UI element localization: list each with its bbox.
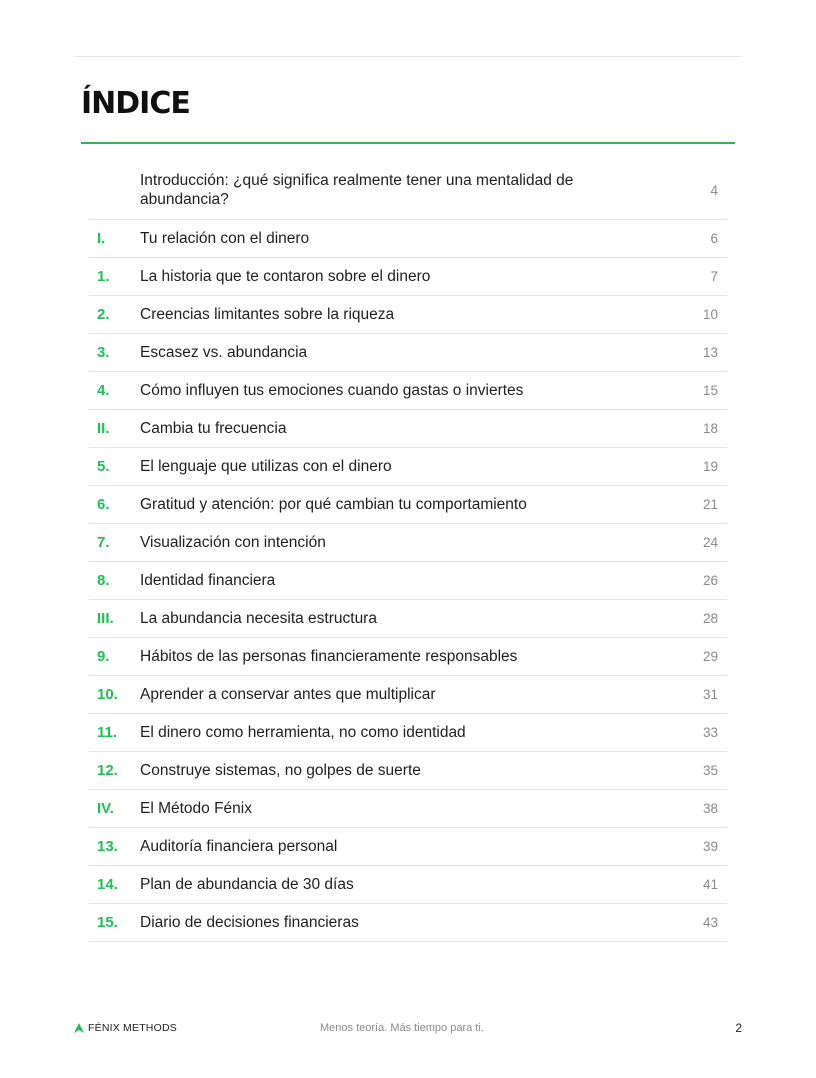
footer-brand-label: FÉNIX METHODS <box>88 1022 177 1034</box>
toc-page-number: 15 <box>702 383 718 398</box>
toc-row[interactable] <box>89 372 727 410</box>
toc-title: Aprender a conservar antes que multiplicar <box>140 686 436 703</box>
toc-row[interactable] <box>89 448 727 486</box>
toc-page-number: 6 <box>710 231 718 246</box>
toc-page-number: 39 <box>702 839 718 854</box>
toc-page-number: 7 <box>710 269 718 284</box>
toc-title: Visualización con intención <box>140 534 326 551</box>
toc-row[interactable] <box>89 334 727 372</box>
top-divider <box>74 56 742 57</box>
toc-row[interactable] <box>89 638 727 676</box>
toc-row[interactable] <box>89 676 727 714</box>
toc-page-number: 28 <box>702 611 718 626</box>
toc-page-number: 18 <box>702 421 718 436</box>
toc-title: Cómo influyen tus emociones cuando gastas o inviertes <box>140 382 524 399</box>
toc-title: Creencias limitantes sobre la riqueza <box>140 306 395 323</box>
toc-page-number: 10 <box>702 307 718 322</box>
toc-number: 1. <box>97 268 110 285</box>
toc-row[interactable] <box>89 828 727 866</box>
toc-row[interactable] <box>89 790 727 828</box>
title-underline <box>81 142 735 144</box>
toc-number: 6. <box>97 496 110 513</box>
toc-title: Gratitud y atención: por qué cambian tu comportamiento <box>140 496 527 513</box>
toc-number: 15. <box>97 914 118 931</box>
toc-number: II. <box>97 420 110 437</box>
toc-page-number: 31 <box>702 687 718 702</box>
toc-page-number: 41 <box>702 877 718 892</box>
toc-row[interactable] <box>89 714 727 752</box>
toc-title: El lenguaje que utilizas con el dinero <box>140 458 392 475</box>
toc-number: III. <box>97 610 114 627</box>
toc-row[interactable] <box>89 220 727 258</box>
toc-number: 3. <box>97 344 110 361</box>
toc-page-number: 13 <box>702 345 718 360</box>
toc-title: La historia que te contaron sobre el dinero <box>140 268 431 285</box>
toc-row[interactable] <box>89 600 727 638</box>
toc-row[interactable] <box>89 562 727 600</box>
toc-row[interactable] <box>89 410 727 448</box>
toc-number: 13. <box>97 838 118 855</box>
toc-title: El Método Fénix <box>140 800 252 817</box>
toc-number: 2. <box>97 306 110 323</box>
toc-page-number: 43 <box>702 915 718 930</box>
toc-number: 12. <box>97 762 118 779</box>
toc-title: Introducción: ¿qué significa realmente tener una mentalidad de abundancia? <box>140 172 574 208</box>
footer-tagline: Menos teoría. Más tiempo para ti. <box>320 1022 484 1034</box>
toc-row[interactable] <box>89 524 727 562</box>
toc-title: La abundancia necesita estructura <box>140 610 377 627</box>
toc-row[interactable] <box>89 296 727 334</box>
toc-title: Plan de abundancia de 30 días <box>140 876 354 893</box>
toc-page-number: 29 <box>702 649 718 664</box>
toc-row[interactable] <box>89 258 727 296</box>
toc-page-number: 33 <box>702 725 718 740</box>
toc-title: Identidad financiera <box>140 572 276 589</box>
fenix-logo-icon <box>74 1023 84 1033</box>
toc-page-number: 38 <box>702 801 718 816</box>
toc-title: Construye sistemas, no golpes de suerte <box>140 762 421 779</box>
toc-title: El dinero como herramienta, no como identidad <box>140 724 466 741</box>
toc-page-number: 19 <box>702 459 718 474</box>
toc-title: Tu relación con el dinero <box>140 230 310 247</box>
toc-row[interactable] <box>89 904 727 942</box>
toc-title: Hábitos de las personas financieramente responsables <box>140 648 518 665</box>
toc-number: 5. <box>97 458 110 475</box>
toc-number: 9. <box>97 648 110 665</box>
footer-brand <box>74 1022 177 1034</box>
toc-number: 8. <box>97 572 110 589</box>
toc-page-number: 21 <box>702 497 718 512</box>
toc-number: 14. <box>97 876 118 893</box>
toc-title: Auditoría financiera personal <box>140 838 338 855</box>
page-title: ÍNDICE <box>81 86 190 121</box>
toc-number: 7. <box>97 534 110 551</box>
toc-row[interactable] <box>89 752 727 790</box>
toc-number: 10. <box>97 686 118 703</box>
toc-number: 4. <box>97 382 110 399</box>
toc-number: IV. <box>97 800 114 817</box>
footer-page-number: 2 <box>735 1021 742 1035</box>
toc-number: I. <box>97 230 106 247</box>
toc-page-number: 4 <box>710 182 718 198</box>
toc-title: Cambia tu frecuencia <box>140 420 287 437</box>
toc-page-number: 26 <box>702 573 718 588</box>
toc-row[interactable] <box>89 486 727 524</box>
toc-row[interactable] <box>89 161 727 220</box>
toc-title: Escasez vs. abundancia <box>140 344 308 361</box>
toc-title: Diario de decisiones financieras <box>140 914 359 931</box>
toc-page-number: 24 <box>702 535 718 550</box>
toc-row[interactable] <box>89 866 727 904</box>
toc-number: 11. <box>97 724 118 741</box>
table-of-contents <box>89 161 727 942</box>
toc-page-number: 35 <box>702 763 718 778</box>
